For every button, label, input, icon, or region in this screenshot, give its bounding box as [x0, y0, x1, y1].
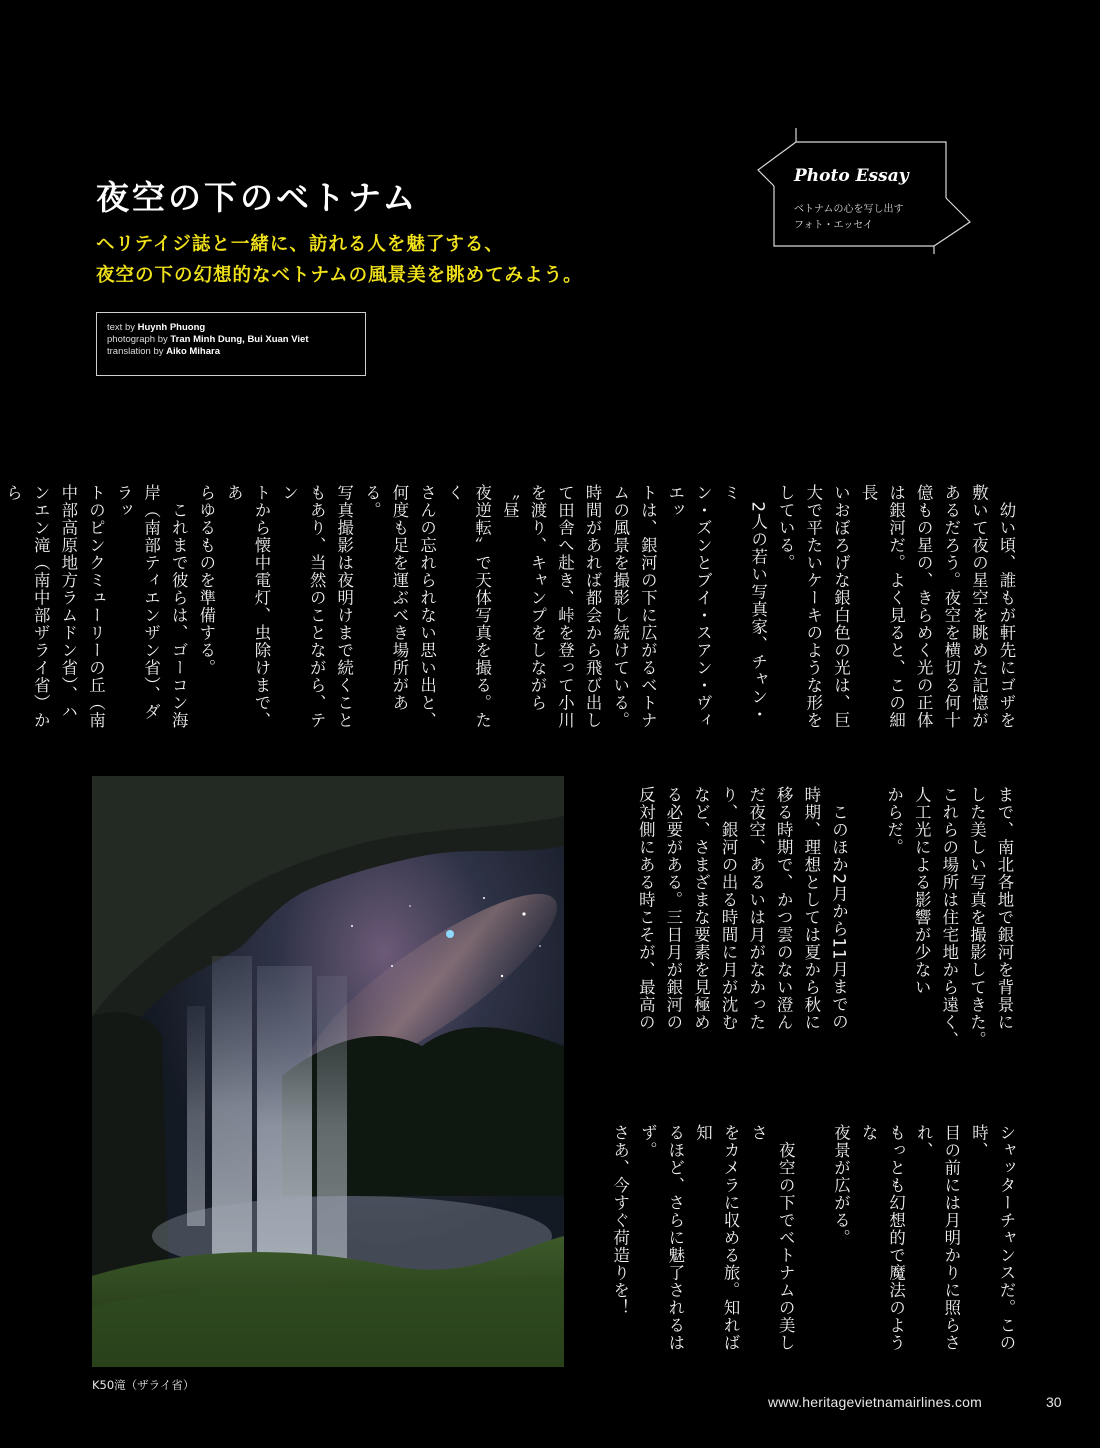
credit-text-name: Huynh Phuong — [137, 322, 206, 333]
page-number: 30 — [1046, 1394, 1062, 1410]
credit-photo-prefix: photograph by — [107, 334, 171, 345]
credits-box — [96, 312, 366, 376]
website-link[interactable]: www.heritagevietnamairlines.com — [768, 1394, 982, 1410]
photo-caption: K50滝（ザライ省） — [92, 1378, 195, 1392]
badge-title: Photo Essay — [794, 166, 909, 186]
badge-line-1: ベトナムの心を写し出す — [794, 204, 904, 215]
subtitle-line-2: 夜空の下の幻想的なベトナムの風景美を眺めてみよう。 — [96, 265, 583, 286]
waterfall-night-photo — [92, 776, 564, 1367]
body-column-top: 幼い頃、誰もが軒先にゴザを 敷いて夜の星空を眺めた記憶が あるだろう。夜空を横切る何十 億もの星の、きらめく光の正体 は銀河だ。よく見ると、この細長 いおぼろげな銀白色の光は、巨 大で平たいケーキのような形を している。 2人の若い写真家、チャン・ミ ン・ズンとブイ・スアン・ヴィエッ トは、銀河の下に広がるベトナ ムの風景を撮影し続けている。 時間があれば都会から飛び出し て田舎へ赴き、峠を登って小川 を渡り、キャンプをしながら〝昼 夜逆転〟で天体写真を撮る。たく さんの忘れられない思い出と、 何度も足を運ぶべき場所がある。 写真撮影は夜明けまで続くこと もあり、当然のことながら、テン トから懐中電灯、虫除けまで、あ らゆるものを準備する。 これまで彼らは、ゴーコン海 岸（南部ティエンザン省）、ダラッ トのピンクミューリーの丘（南 中部高原地方ラムドン省）、ハ ンエン滝（南中部ザライ省）から — [3, 484, 1016, 729]
badge-frame — [758, 128, 970, 254]
credit-translation — [107, 346, 365, 358]
credit-translation-name: Aiko Mihara — [166, 346, 221, 357]
badge-line-2: フォト・エッセイ — [794, 220, 873, 231]
credit-photo-name: Tran Minh Dung, Bui Xuan Viet — [170, 334, 309, 345]
photo-essay-badge — [758, 128, 970, 254]
body-column-middle: まで、南北各地で銀河を背景に した美しい写真を撮影してきた。 これらの場所は住宅地から遠く、 人工光による影響が少ない からだ。 このほか2月から11月までの 時期、理想としては夏から秋に 移る時期で、かつ雲のない澄ん だ夜空、あるいは月がなかった り、銀河の出る時間に月が沈む など、さまざまな要素を見極め る必要がある。三日月が銀河の 反対側にある時こそが、最高の — [636, 786, 1014, 1049]
credit-photo — [107, 334, 365, 346]
credit-translation-prefix: translation by — [107, 346, 167, 357]
credit-text-prefix: text by — [107, 322, 138, 333]
subtitle-line-1: ヘリテイジ誌と一緒に、訪れる人を魅了する、 — [96, 234, 504, 255]
credit-text — [107, 322, 365, 334]
body-column-bottom: シャッターチャンスだ。この時、 目の前には月明かりに照らされ、 もっとも幻想的で魔法のような 夜景が広がる。 夜空の下でベトナムの美しさ をカメラに収める旅。知れば知 るほど、さらに魅了されるはず。 さあ、今すぐ荷造りを！ — [610, 1124, 1016, 1352]
article-title: 夜空の下のベトナム — [96, 178, 419, 217]
